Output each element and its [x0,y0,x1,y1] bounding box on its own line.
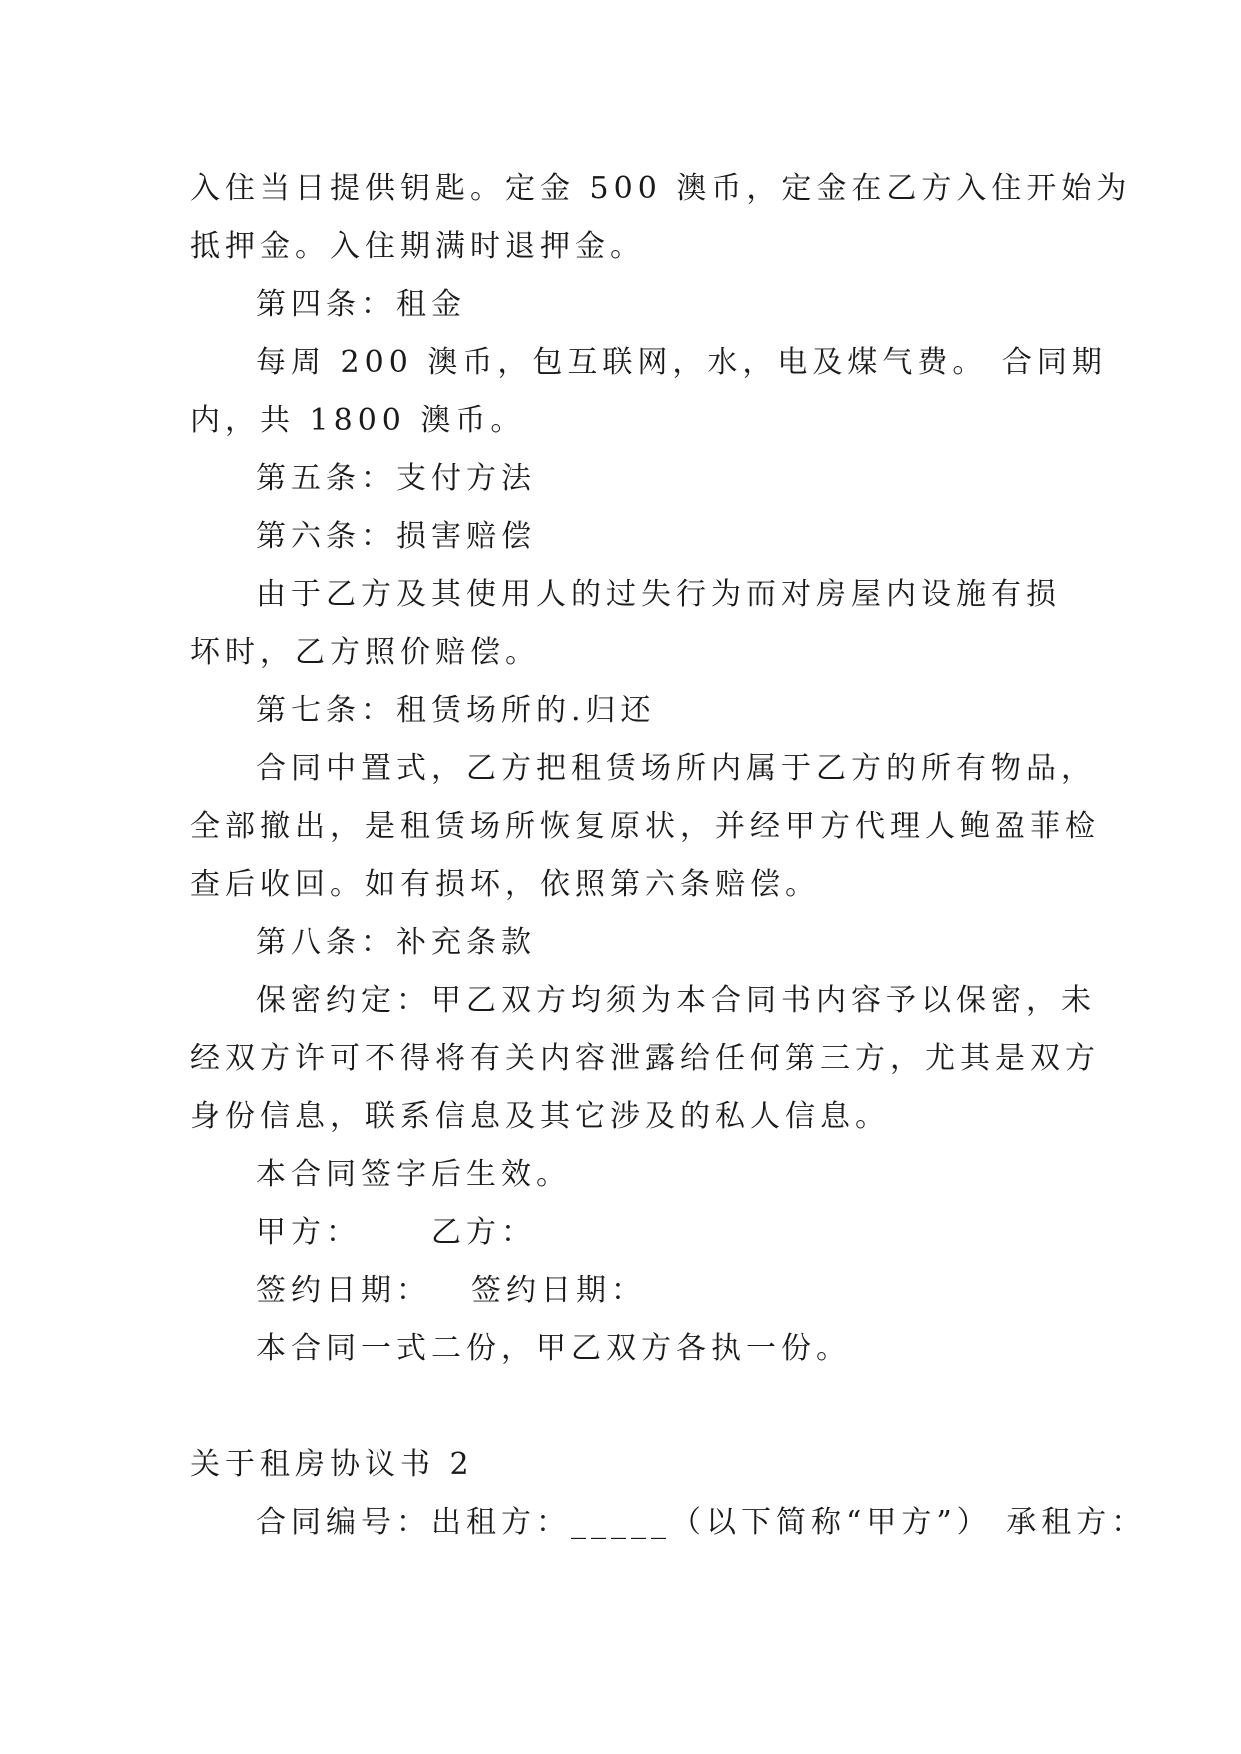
paragraph-line: 入住当日提供钥匙。定金 500 澳币，定金在乙方入住开始为 [190,171,1132,206]
paragraph-line: 查后收回。如有损坏，依照第六条赔偿。 [190,867,820,902]
article-heading: 第七条：租赁场所的.归还 [256,693,656,728]
party-b-label: 乙方： [431,1215,536,1250]
signature-row [190,1204,1060,1262]
document-body [190,160,1147,1552]
section-title: 关于租房协议书 2 [190,1447,474,1482]
paragraph-line: 坏时，乙方照价赔偿。 [190,635,540,670]
article-heading: 第六条：损害赔偿 [256,519,536,554]
paragraph-line: 抵押金。入住期满时退押金。 [190,229,645,264]
paragraph-line: 经双方许可不得将有关内容泄露给任何第三方，尤其是双方 [190,1041,1100,1076]
date-a-label: 签约日期： [256,1273,431,1308]
paragraph-line: 由于乙方及其使用人的过失行为而对房屋内设施有损 [256,577,1061,612]
copies-note: 本合同一式二份，甲乙双方各执一份。 [256,1331,851,1366]
paragraph-line: 内，共 1800 澳币。 [190,403,526,438]
paragraph-line: 合同编号：出租方：_____（以下简称“甲方”） 承租方： [256,1505,1147,1540]
paragraph-line: 合同中置式，乙方把租赁场所内属于乙方的所有物品， [256,751,1096,786]
article-heading: 第八条：补充条款 [256,925,536,960]
article-heading: 第四条：租金 [256,287,466,322]
paragraph-line: 本合同签字后生效。 [256,1157,571,1192]
signature-date-row [190,1262,1060,1320]
date-b-label: 签约日期： [471,1273,646,1308]
paragraph-line: 保密约定：甲乙双方均须为本合同书内容予以保密，未 [256,983,1096,1018]
paragraph-line: 每周 200 澳币，包互联网，水，电及煤气费。 合同期 [256,345,1107,380]
article-heading: 第五条：支付方法 [256,461,536,496]
paragraph-line: 全部撤出，是租赁场所恢复原状，并经甲方代理人鲍盈菲检 [190,809,1100,844]
paragraph-line: 身份信息，联系信息及其它涉及的私人信息。 [190,1099,890,1134]
party-a-label: 甲方： [256,1215,361,1250]
